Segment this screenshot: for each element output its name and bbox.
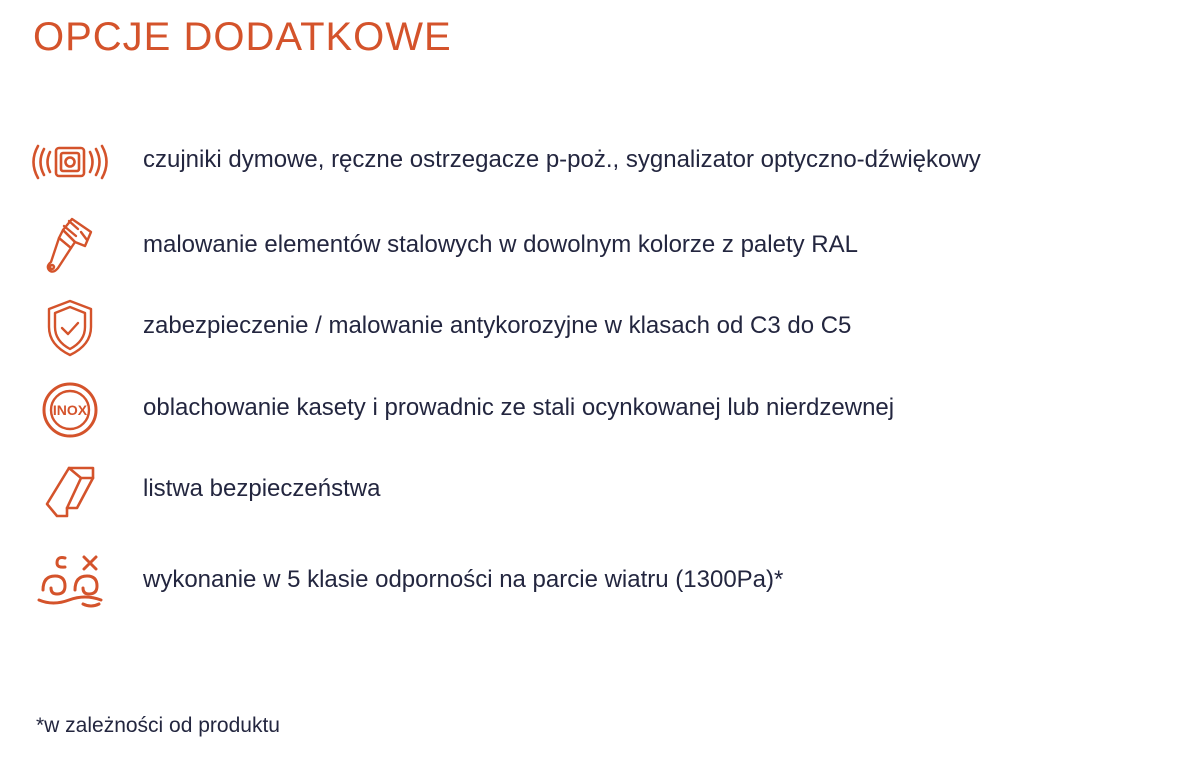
page-title: OPCJE DODATKOWE bbox=[33, 15, 452, 59]
option-item-anticorrosion bbox=[0, 298, 1184, 358]
shield-check-icon bbox=[32, 298, 108, 358]
option-label: zabezpieczenie / malowanie antykorozyjne w klasach od C3 do C5 bbox=[143, 312, 852, 339]
option-label: listwa bezpieczeństwa bbox=[143, 475, 381, 502]
alarm-sensor-icon bbox=[32, 132, 108, 192]
inox-badge-icon bbox=[32, 380, 108, 440]
inox-badge-text: INOX bbox=[52, 402, 88, 418]
option-item-wind bbox=[0, 551, 1184, 611]
option-item-inox bbox=[0, 380, 1184, 440]
paint-brush-icon bbox=[32, 217, 108, 277]
option-label: wykonanie w 5 klasie odporności na parcie wiatru (1300Pa)* bbox=[143, 566, 784, 593]
option-item-painting bbox=[0, 217, 1184, 277]
option-label: malowanie elementów stalowych w dowolnym kolorze z palety RAL bbox=[143, 231, 858, 258]
safety-strip-icon bbox=[32, 461, 108, 521]
option-label: czujniki dymowe, ręczne ostrzegacze p-poż., sygnalizator optyczno-dźwiękowy bbox=[143, 146, 981, 173]
footnote: *w zależności od produktu bbox=[36, 714, 280, 737]
wind-icon bbox=[32, 551, 108, 611]
option-item-alarm bbox=[0, 132, 1184, 192]
option-item-safety-strip bbox=[0, 461, 1184, 521]
option-label: oblachowanie kasety i prowadnic ze stali ocynkowanej lub nierdzewnej bbox=[143, 394, 895, 421]
